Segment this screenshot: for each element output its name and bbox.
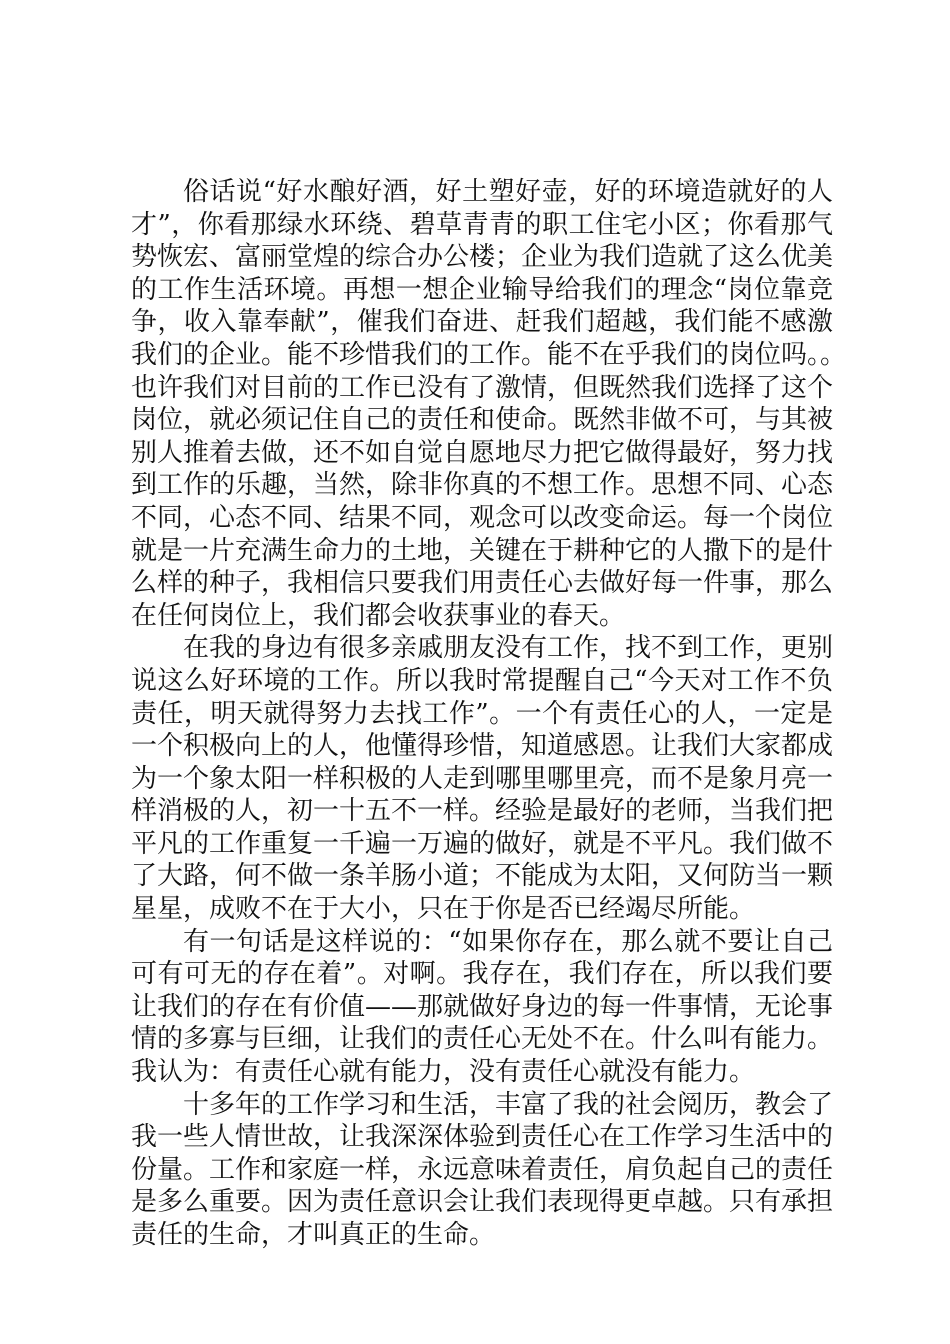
text-line: 我们的企业。能不珍惜我们的工作。能不在乎我们的岗位吗。。 [131,339,847,370]
text-line: 样消极的人，初一十五不一样。经验是最好的老师，当我们把 [131,796,834,827]
text-line: 就是一片充满生命力的土地，关键在于耕种它的人撒下的是什 [131,535,834,566]
text-line: 让我们的存在有价值——那就做好身边的每一件事情，无论事 [131,991,834,1022]
text-line: 也许我们对目前的工作已没有了激情，但既然我们选择了这个 [131,372,834,403]
text-line: 一个积极向上的人，他懂得珍惜，知道感恩。让我们大家都成 [131,731,834,762]
text-line: 不同，心态不同、结果不同，观念可以改变命运。每一个岗位 [131,502,834,533]
paragraph-4 [131,1089,833,1252]
text-line: 情的多寡与巨细，让我们的责任心无处不在。什么叫有能力。 [131,1024,834,1055]
text-line: 到工作的乐趣，当然，除非你真的不想工作。思想不同、心态 [131,470,834,501]
text-line: 别人推着去做，还不如自觉自愿地尽力把它做得最好，努力找 [131,437,834,468]
text-line: 十多年的工作学习和生活，丰富了我的社会阅历，教会了 [183,1089,834,1120]
text-line: 星星，成败不在于大小，只在于你是否已经竭尽所能。 [131,894,756,925]
text-line: 是多么重要。因为责任意识会让我们表现得更卓越。只有承担 [131,1187,834,1218]
text-line: 争，收入靠奉献”，催我们奋进、赶我们超越，我们能不感激 [131,307,833,338]
text-line: 势恢宏、富丽堂煌的综合办公楼；企业为我们造就了这么优美 [131,242,834,273]
text-line: 有一句话是这样说的：“如果你存在，那么就不要让自己 [183,926,833,957]
paragraph-3 [131,926,833,1089]
paragraph-2 [131,632,833,925]
text-line: 俗话说“好水酿好酒，好土塑好壶，好的环境造就好的人 [183,177,833,207]
text-line: 说这么好环境的工作。所以我时常提醒自己“今天对工作不负 [131,665,833,696]
text-line: 么样的种子，我相信只要我们用责任心去做好每一件事，那么 [131,568,834,599]
text-line: 我认为：有责任心就有能力，没有责任心就没有能力。 [131,1057,756,1088]
text-line: 的工作生活环境。再想一想企业输导给我们的理念“岗位靠竞 [131,274,833,305]
text-line: 我一些人情世故，让我深深体验到责任心在工作学习生活中的 [131,1122,834,1153]
text-line: 份量。工作和家庭一样，永远意味着责任，肩负起自己的责任 [131,1154,834,1185]
text-line: 在我的身边有很多亲戚朋友没有工作，找不到工作，更别 [183,633,834,664]
paragraph-1 [131,176,847,632]
text-line: 了大路，何不做一条羊肠小道；不能成为太阳，又何防当一颗 [131,861,834,892]
text-line: 才”，你看那绿水环绕、碧草青青的职工住宅小区；你看那气 [131,209,833,240]
text-line: 平凡的工作重复一千遍一万遍的做好，就是不平凡。我们做不 [131,828,834,859]
text-line: 责任，明天就得努力去找工作”。一个有责任心的人，一定是 [131,698,833,729]
text-line: 可有可无的存在着”。对啊。我存在，我们存在，所以我们要 [131,959,833,990]
text-line: 责任的生命，才叫真正的生命。 [131,1220,496,1250]
text-line: 为一个象太阳一样积极的人走到哪里哪里亮，而不是象月亮一 [131,763,834,794]
document-body [131,176,847,1252]
text-line: 在任何岗位上，我们都会收获事业的春天。 [131,600,626,631]
text-line: 岗位，就必须记住自己的责任和使命。既然非做不可，与其被 [131,405,834,436]
